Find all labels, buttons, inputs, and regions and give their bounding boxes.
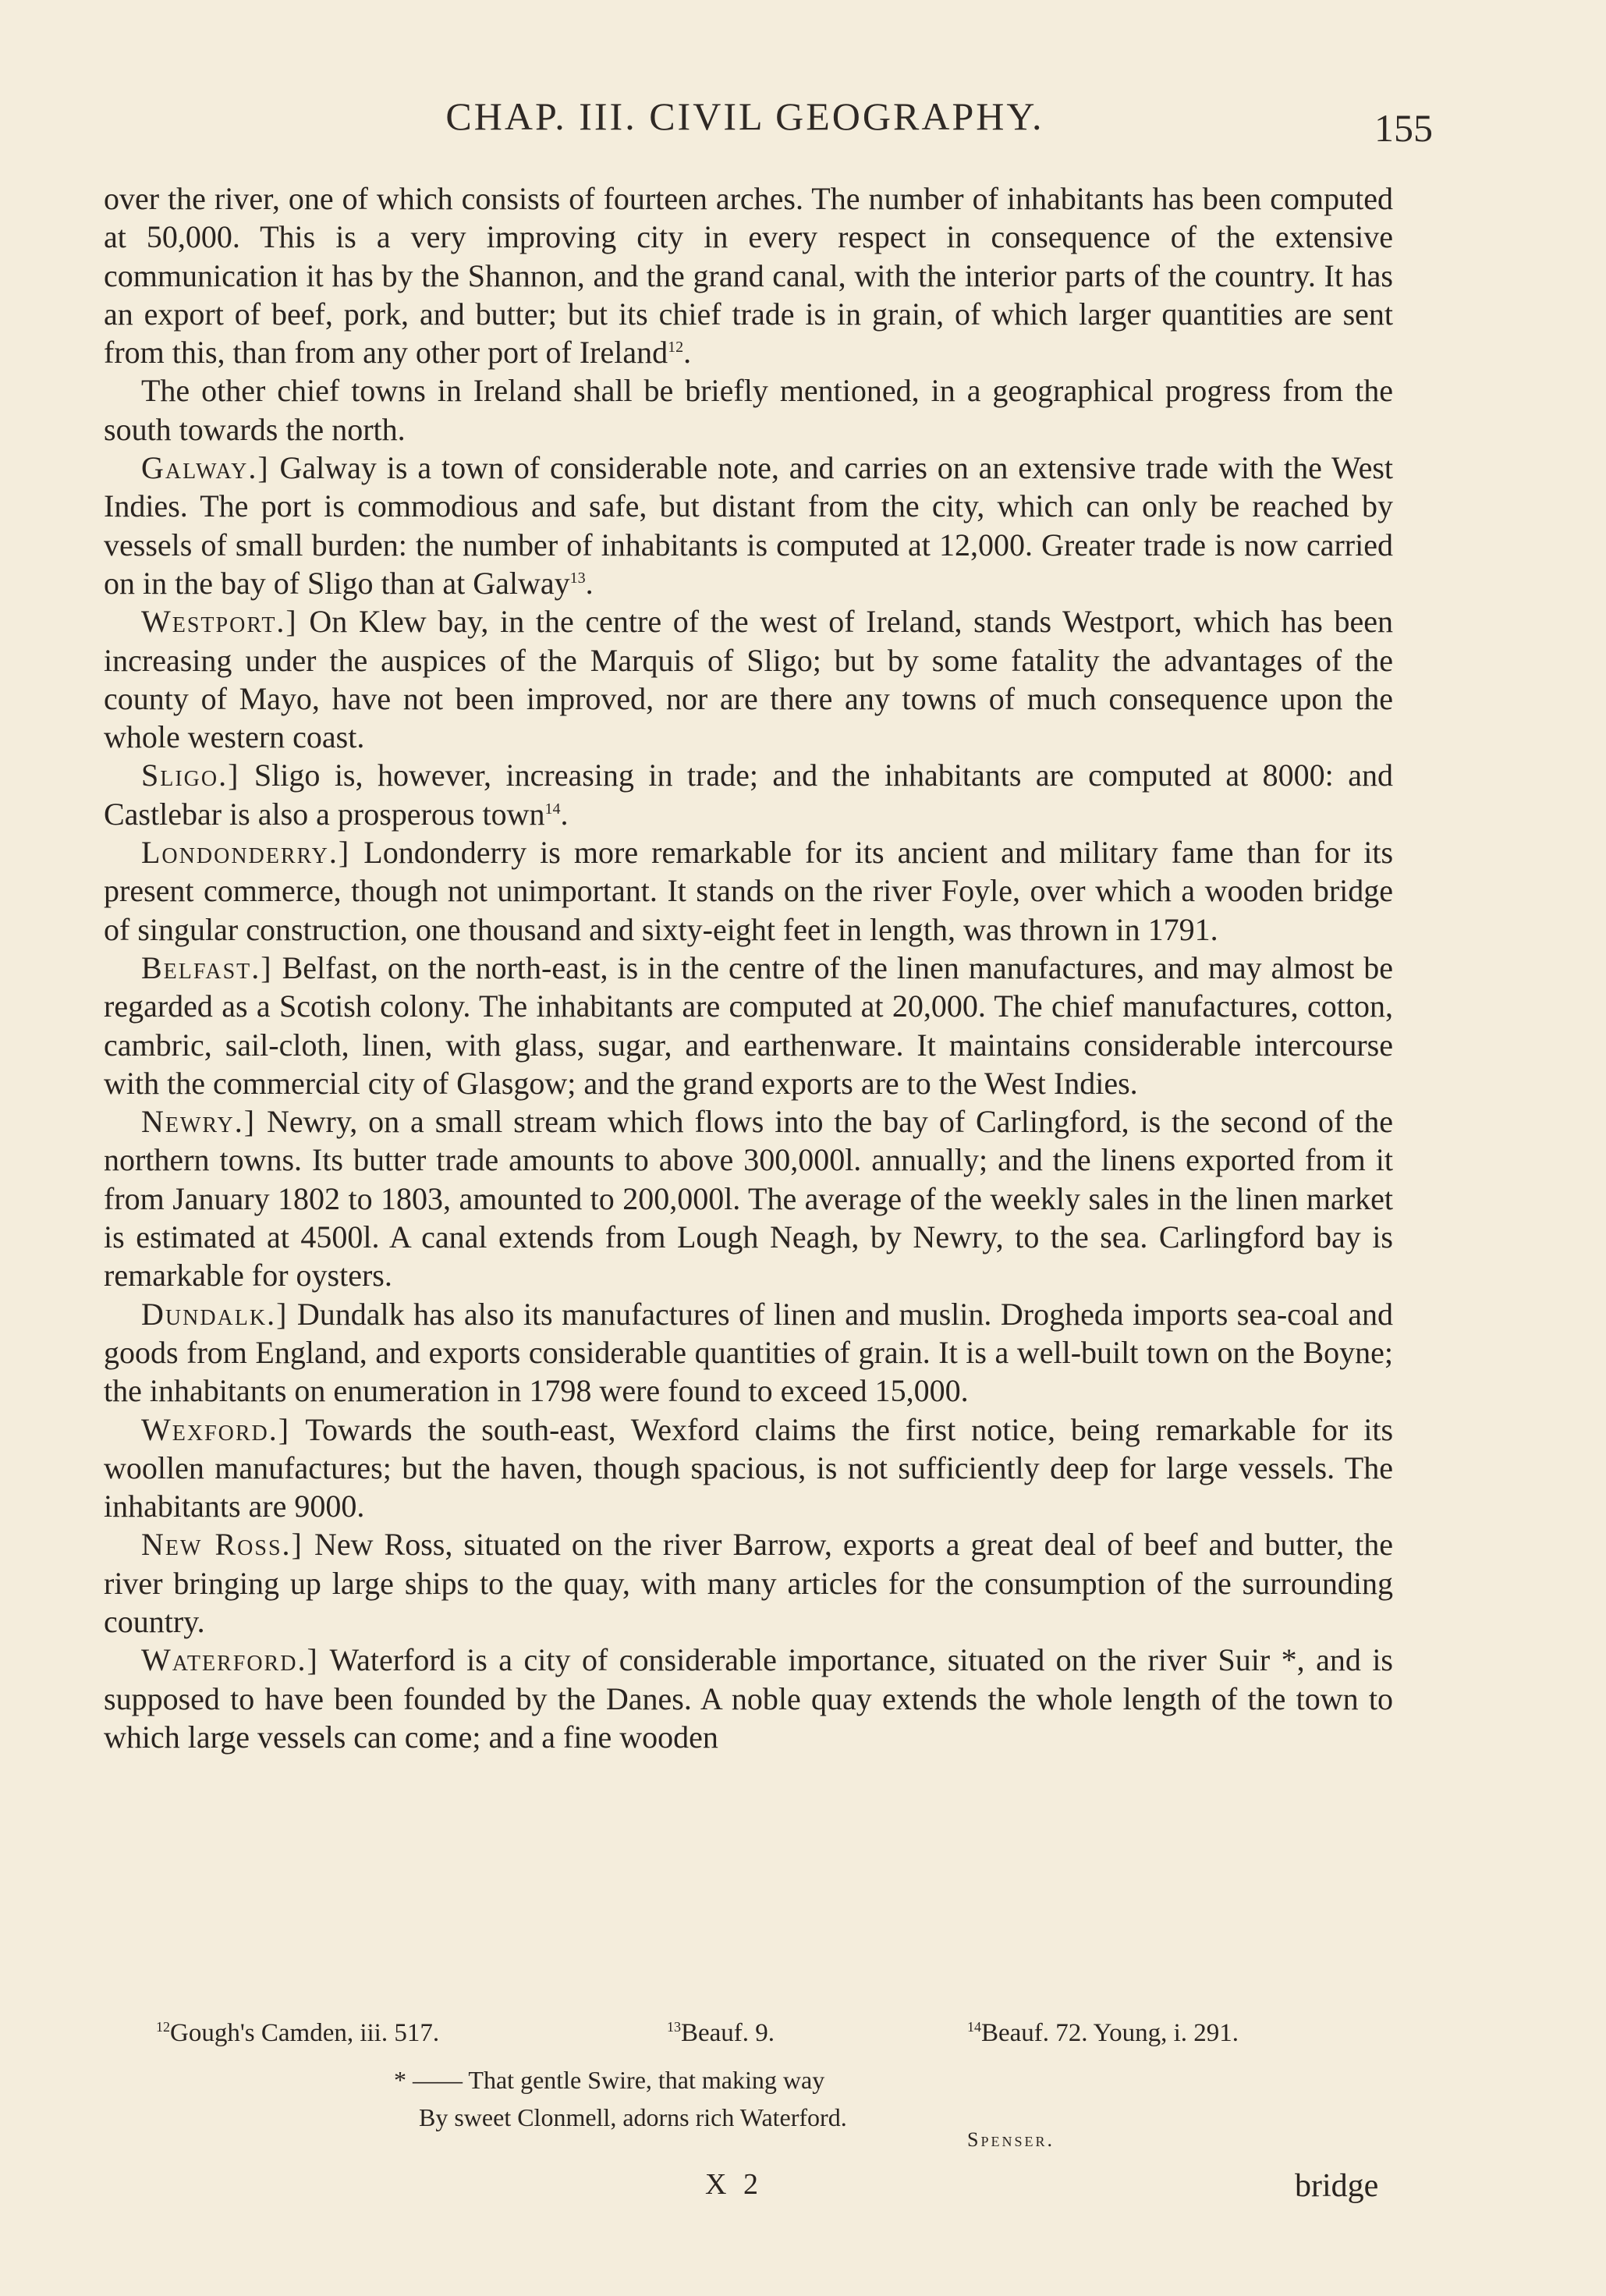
section-londonderry [104,833,1393,949]
footnote-13 [667,2019,775,2048]
catchword: bridge [1295,2168,1379,2204]
paragraph-text: over the river, one of which consists of fourteen arches. The number of inhabitants has been computed at 50,000. This is a very improving city in every respect in consequence of the extensive communication it has by the Shannon, and the grand canal, with the interior parts of the country. It has an export of beef, pork, and butter; but its chief trade is in grain, of which larger quantities are sent from this, than from any other port of Ireland [104,181,1393,371]
paragraph-text: Towards the south-east, Wexford claims the first notice, being remarkable for its woollen manufactures; but the haven, though spacious, is not sufficiently deep for large vessels. The inhabitants are 9000. [104,1411,1394,1524]
paragraph-text: Belfast, on the north-east, is in the centre of the linen manufactures, and may almost be regarded as a Scotish colony. The inhabitants are computed at 20,000. The chief manufactures, cotton, cambric, sail-cloth, linen, with glass, sugar, and earthenware. It maintains considerable intercourse with the commercial city of Glasgow; and the grand exports are to the West Indies. [104,949,1394,1101]
footnote-mark: 13 [667,2019,681,2035]
footnote-text: Gough's Camden, iii. 517. [170,2019,440,2047]
section-westport [104,602,1393,756]
footnote-12 [156,2019,439,2048]
side-heading: Newry.] [141,1104,257,1140]
section-sligo: Sligo.] Sligo is, however, increasing in trade; and the inhabitants are computed at 8000: and Castlebar is also a prosperous town$^{14}$. [104,758,1393,832]
main-text [104,179,1393,1756]
page-number: 155 [1374,106,1433,150]
side-heading: Waterford.] [141,1642,319,1678]
section-galway: Galway.] Galway is a town of considerable note, and carries on an extensive trade with the West Indies. The port is commodious and safe, but distant from the city, which can only be reached by vessels of small burden: the number of inhabitants is computed at 12,000. Greater trade is now carried on in the bay of Sligo than at Galway$^{13}$. [104,450,1393,601]
paragraph-text: Londonderry is more remarkable for its ancient and military fame than for its present commerce, though not unimportant. It stands on the river Foyle, over which a wooden bridge of singular construction, one thousand and sixty-eight feet in length, was thrown in 1791. [104,835,1394,947]
side-heading: Londonderry.] [141,835,351,871]
section-wexford [104,1411,1393,1526]
side-heading: Sligo.] [141,758,240,793]
side-heading: Belfast.] [141,949,273,985]
section-new-ross [104,1525,1393,1641]
section-dundalk [104,1295,1393,1411]
paragraph-text: Waterford is a city of considerable importance, situated on the river Suir *, and is supposed to have been founded by the Danes. A noble quay extends the whole length of the town to which large vessels can come; and a fine wooden [104,1642,1394,1755]
verse-line-2: By sweet Clonmell, adorns rich Waterford. [419,2103,847,2131]
side-heading: Westport.] [141,604,298,640]
paragraph-text: Galway is a town of considerable note, and carries on an extensive trade with the West Indies. The port is commodious and safe, but distant from the city, which can only be reached by vessels of small burden: the number of inhabitants is computed at 12,000. Greater trade is now carried on in the bay of Sligo than at Galway [104,450,1393,601]
section-waterford [104,1641,1393,1756]
side-heading: Dundalk.] [141,1296,289,1332]
footnote-ref: 13 [569,569,586,587]
verse-line-1: * —— That gentle Swire, that making way [394,2066,825,2094]
footnote-mark: 12 [156,2019,170,2035]
footnote-ref: 14 [544,800,561,818]
paragraph-text: The other chief towns in Ireland shall be briefly mentioned, in a geographical progress from the south towards the north. [104,373,1393,447]
paragraph-text: New Ross, situated on the river Barrow, exports a great deal of beef and butter, the river bringing up large ships to the quay, with many articles for the consumption of the surrounding country. [104,1527,1394,1639]
running-title: CHAP. III. CIVIL GEOGRAPHY. [445,94,1044,138]
section-newry [104,1102,1393,1294]
footnote-ref: 12 [668,339,684,357]
footnote-text: Beauf. 9. [681,2019,775,2047]
paragraph-text: Sligo is, however, increasing in trade; and the inhabitants are computed at 8000: and Castlebar is also a prosperous town [104,758,1393,832]
paragraph-text: Dundalk has also its manufactures of linen and muslin. Drogheda imports sea-coal and goods from England, and exports considerable quantities of grain. It is a well-built town on the Boyne; the inhabitants on enumeration in 1798 were found to exceed 15,000. [104,1296,1394,1409]
section-belfast [104,949,1393,1102]
side-heading: Wexford.] [141,1411,291,1447]
verse-attribution: Spenser. [967,2128,1055,2151]
footnote-mark: 14 [967,2019,981,2035]
signature-mark: X 2 [705,2168,763,2201]
side-heading: Galway.] [141,450,270,486]
footnote-14 [967,2019,1239,2048]
paragraph-intro [104,371,1393,449]
side-heading: New Ross.] [141,1527,303,1563]
paragraph-text: Newry, on a small stream which flows into the bay of Carlingford, is the second of the northern towns. Its butter trade amounts to above 300,000l. annually; and the linens exported from it from January 1802 to 1803, amounted to 200,000l. The average of the weekly sales in the linen market is estimated at 4500l. A canal extends from Lough Neagh, by Newry, to the sea. Carlingford bay is remarkable for oysters. [104,1104,1393,1293]
paragraph-continued: over the river, one of which consists of fourteen arches. The number of inhabitants has been computed at 50,000. This is a very improving city in every respect in consequence of the extensive communication it has by the Shannon, and the grand canal, with the interior parts of the country. It has an export of beef, pork, and butter; but its chief trade is in grain, of which larger quantities are sent from this, than from any other port of Ireland$^{12}$. [104,181,1393,371]
paragraph-text: On Klew bay, in the centre of the west of Ireland, stands Westport, which has been increasing under the auspices of the Marquis of Sligo; but by some fatality the advantages of the county of Mayo, have not been improved, nor are there any towns of much consequence upon the whole western coast. [104,604,1394,755]
footnote-text: Beauf. 72. Young, i. 291. [981,2019,1239,2047]
